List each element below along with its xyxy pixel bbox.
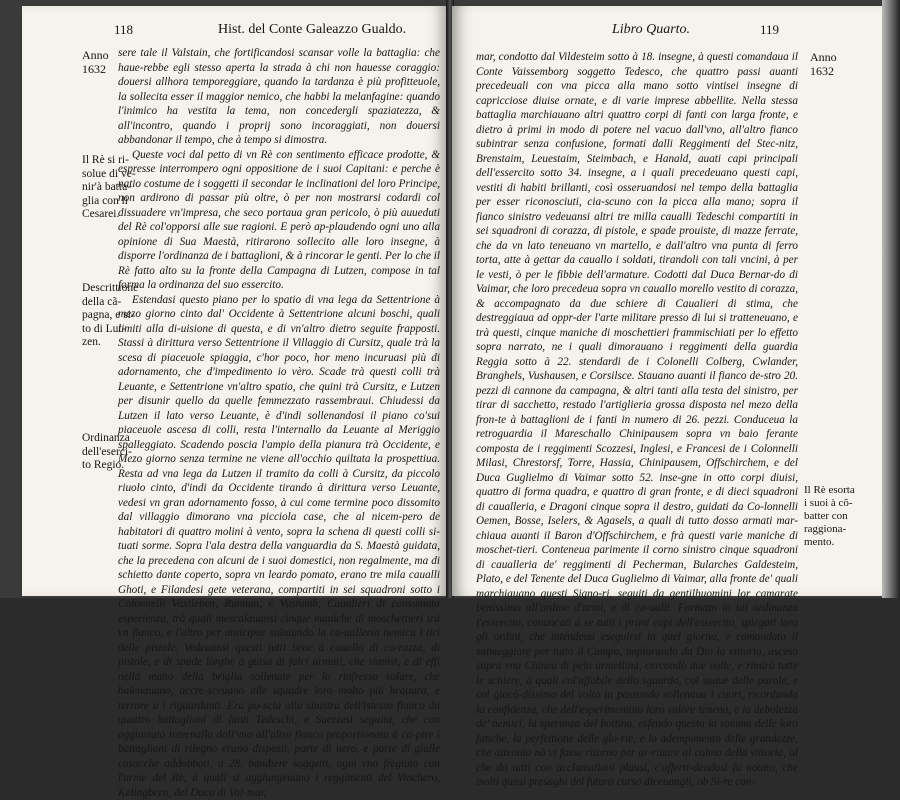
right-body-text [476,50,798,790]
right-page [452,6,882,596]
left-paragraph-1: sere tale il Valstain, che fortificandosi scansar volle la battaglia: che haue-rebbe egli stesso aperta la strada à chi non hauesse coraggio: douersi allhora temporeggiare, quando la tardanza è più profitteuole, la sollecita esser il maggior nemico, che habbi la melanfagine: quando l'inimico ha vestita la tema, non concedergli spaziatezza, & all'incontro, quando i proprij sono incoraggiati, non douersi abbandonar il tempo, che à tempo si dimostra. [118,46,440,148]
right-margin-year: Anno 1632 [810,50,837,78]
left-margin-year: Anno 1632 [82,48,109,76]
left-body-text [118,46,440,800]
right-paragraph-1: mar, condotto dal Vildesteim sotto à 18. insegne, à questi comandaua il Conte Vaissemborg soggetto Tedesco, che quattro passi auanti precedeuali con vna picca alla mano sotto vintisei insegne di capricciose diuise ornate, e di varie imprese abbellite. Nella stessa battaglia marchiauano altri quattro corpi di fanti con larga fronte, e dietro à primi in modo di potere nel vacuo dall'vno, all'altro fianco subintrar senza confusione, formati dalli Reggimenti del Stec-nitz, Brenstaim, Leuestaim, Steimbach, e Hanald, auati capi principali dell'essercito sotto 34. insegne, a i quali precedeuano questi capi, vestiti di habiti brillanti, così osseruandosi nel tempo della battaglia per esser riconosciuti, cia-scuno con la picca alla mano; sopra il fianco sinistro vedeuansi altri tre milla caualli Tedeschi compartiti in sei squadroni di corazza, di pistole, e spade prouiste, di mazze ferrate, che da vn lato teneuano vn martello, e dall'altro vna punta di ferro torta, atte à gettar da cauallo i soldati, tirandoli con tali vncini, à per le vesti, ò per le fibbie dell'armature. Codotti dal Duca Bernar-do di Vaimar, che loro precedeua sopra vn cauallo morello vestito di corazza, & accompagnato da due schiere di Caualieri di stima, che destreggiaua ad oppr-der l'arte militare presso di lui si tratteneuano, e trà questi, cinque maniche di moschettieri frammischiati per lo effetto sopra narrato, ne i quali dimorauano i reggimenti della guardia Reggia sotto à 22. stendardi de i Colonelli Colberg, Cwlander, Branghels, Vushausen, e Corsilsce. Stauano auanti il fianco de-stro 20. pezzi di cannone da campagna, & altri tanti alla testa del sinistro, per tirar di sacchetto, restado l'artiglieria grossa disposta nel mezo della fron-te à battaglioni de i fanti in numero di 26. pezzi. Conduceua la retroguardia il Mareschallo Chinipausem sopra vn baio ferante composta de i reggimenti Scozzesi, Inglesi, e Francesi de i Colonnelli Milasi, Chrestorsf, Torre, Hassia, Chinipausem, Offschirchem, e del Duca Guglielmo di Vaimar sotto 52. inse-gne in otto corpi diuisi, quattro di forma quadra, e quattro di gran fronte, e di dieci squadroni di caualleria, e Dragoni cinque sopra il destro, guidati da Co-lonnelli Oemen, Bosse, Iselers, & Agasels, a quali di tutto dosso armati mar-chiaua auanti il Baron d'Offschirchem, e frà questi varie maniche di moschet-tieri. Conteneua parimente il corno sinistro cinque squadroni di caualleria de' reggimenti di Pecherman, Bularches Galdesteim, Plato, e del Tenente del Duca Guglielmo di Vaimar, alla fronte de' quali marchiauano questi Signo-ri, seguiti da gentilhuomini lor camarate benissimo all'ordine d'armi, e di ca-ualli. Formato in tal ordinanza l'essercito, conuocati à se tutti i primi capi dell'essercito, spiegati loro gli ordini, che intendeua eseguirsi in quel giorno, e comandato il salmeggiare per tutto il Campo, implorando da Dio la vittoria, asceso sopra vna Chinea di pelo armellina, cercondò due volte, e rimirò tutte le schiere, à quali col'affabile dello sguardo, col suaue delle parole, e col giocō-dissimo del volto in passando sollenaua i cuori, ricordando la confidenza, che dell'esperimentato loro valore tenena, e la debolezza de' nemici, la speranza del bottino, esfendo questa la somma delle loro fatiche, la perfettione delle glo-rie, e lo adempimento delle grandezze, che attenuta nò vi fosse ritorno per ar-riuare al colmo della vittoria, al che da tutti con acclamationi plausi, c'offerti-dendosi fu notato, che molti quasi presaghi del futuro curso diceuangli, ob Si-re con- [476,50,798,790]
right-margin-note-1: Il Rè esorta i suoi à cõ- batter con raggiona- mento. [804,484,855,549]
left-page [22,6,448,596]
left-margin-note-2: Descrittione della cã- pagna, e si- to di Lut- zen. [82,282,138,350]
left-margin-note-3: Ordinanza dell'eserci- to Regio. [82,432,132,473]
book-right-edge [882,0,900,598]
left-paragraph-2: Queste voci dal petto di vn Rè con sentimento efficace prodotte, & espresse interrompero ogni oppositione de i suoi Capitani: e perche è natio costume de i soggetti il secondar le inclinationi del loro Principe, non ardirono di passar più oltre, ò per non mostrarsi codardi col dissuadere vn'impresa, che seco portaua gran pericolo, ò più auueduti del Rè col'opporsi alle sue ragioni. E però ap-plaudendo ogni uno alla opinione di Sua Maestà, ritirarono sollecito alle loro insegne, à disporre l'ordinanza de i battaglioni, & à rincorar le genti. Per lo che il Rè fatto alto su la fronte della Campagna di Lutzen, compose in tal forma la ordinanza del suo essercito. [118,148,440,293]
left-margin-note-1: Il Rè si ri- solue di ve- nir'à batta- glia con li Cesarei. [82,154,136,222]
right-running-title: Libro Quarto. [612,22,690,38]
left-paragraph-3: Estendasi questo piano per lo spatio di vna lega da Settentrione à mezo giorno cinto dal' Occidente à Settentrione alcuni boschi, quali limiti alla di-uisione di questa, e di vn'altro dietro seguite frapposti. Stassi à dirittura verso Settentrione il Villaggio di Cursitz, quale trà la scesa di piaceuole spiaggia, c'hor poco, hor meno incuruasi più di adornamento, che d'impedimento io vèro. Scade trà questi colli trà Leuante, e Settentrione vn'altro spatio, che quini trà Cursitz, e Lutzen per disunir quello da quelle femmezzato rassembraui. Chiudessi da Lutzen il lato verso Leuante, è d'indi sollenandosi il piano co'sui piaceuole ascesa di colli, resta l'internallo da Leuante al Meriggio spalleggiato. Scadendo poscia l'ampio della pianura trà Occidente, e Mezo giorno senza termine ne viene all'occhio quiltata la prospettiua. Resta ad vna lega da Lutzen il tramito da colli à Cursitz, da piccolo riuolo cinto, d'indi da Occidente tirando à dirittura verso Leuante, vedesi vn gran adornamento fosso, à cui come termine poco dissomito dal villaggio dimorano vna picciola case, che al nicem-pero de habitatori di quattro molini à vento, sopra la schena di questi colli si-tuati sorme. Sopra l'ala destra della vanguardia da S. Maestà guidata, che la precedena con alcuni de i suoi domestici, non regalmente, ma di schietto dante coperto, sopra vn leardo pomato, erano tre mila caualli Ghoti, e Filandesi gete veterana, compartiti in sei squadroni sotto i Colonnelli Vaxileben, Runnun, e Vustumb, Caualieri di consumata esperienza, trà quali mescolauansi cinque maniche di moschettieri trà vn fianco, e l'altro per anticipar salutando la ca-ualleria nemica i tiri delle pistole. Vedeuansi questi tutti bene à cauallo di co-razza, di pistole, e di spade larghe à guisa di falci armati, che sianist, e di effi nella mano della briglia sollenate per lo rinfresso solare, che balenauano, accre-sceuano alle squadre loro molto più brauura, e terrore a i riguardanti. Era po-scia alla sinistra dell'istesso fianco da quattro battaglioni di fanti Tedeschi, e Suezzesi seguita, che con aggiustato internallo dall'vno all'altro fianco proportionato à ca-pire i battaglioni di rilegno erano disposti, parte di nero, e parte di gialle casacche addobbati, à 28. bandiere soggetti, ogni vna fregiata con l'arme del Rè, à quali si aggiungeuano i reggimenti del Vinchero, Kelingbern, del Duca di Vai-mar, [118,293,440,800]
left-running-title: Hist. del Conte Galeazzo Gualdo. [218,22,406,38]
left-page-number: 118 [114,22,133,38]
right-page-number: 119 [760,22,779,38]
